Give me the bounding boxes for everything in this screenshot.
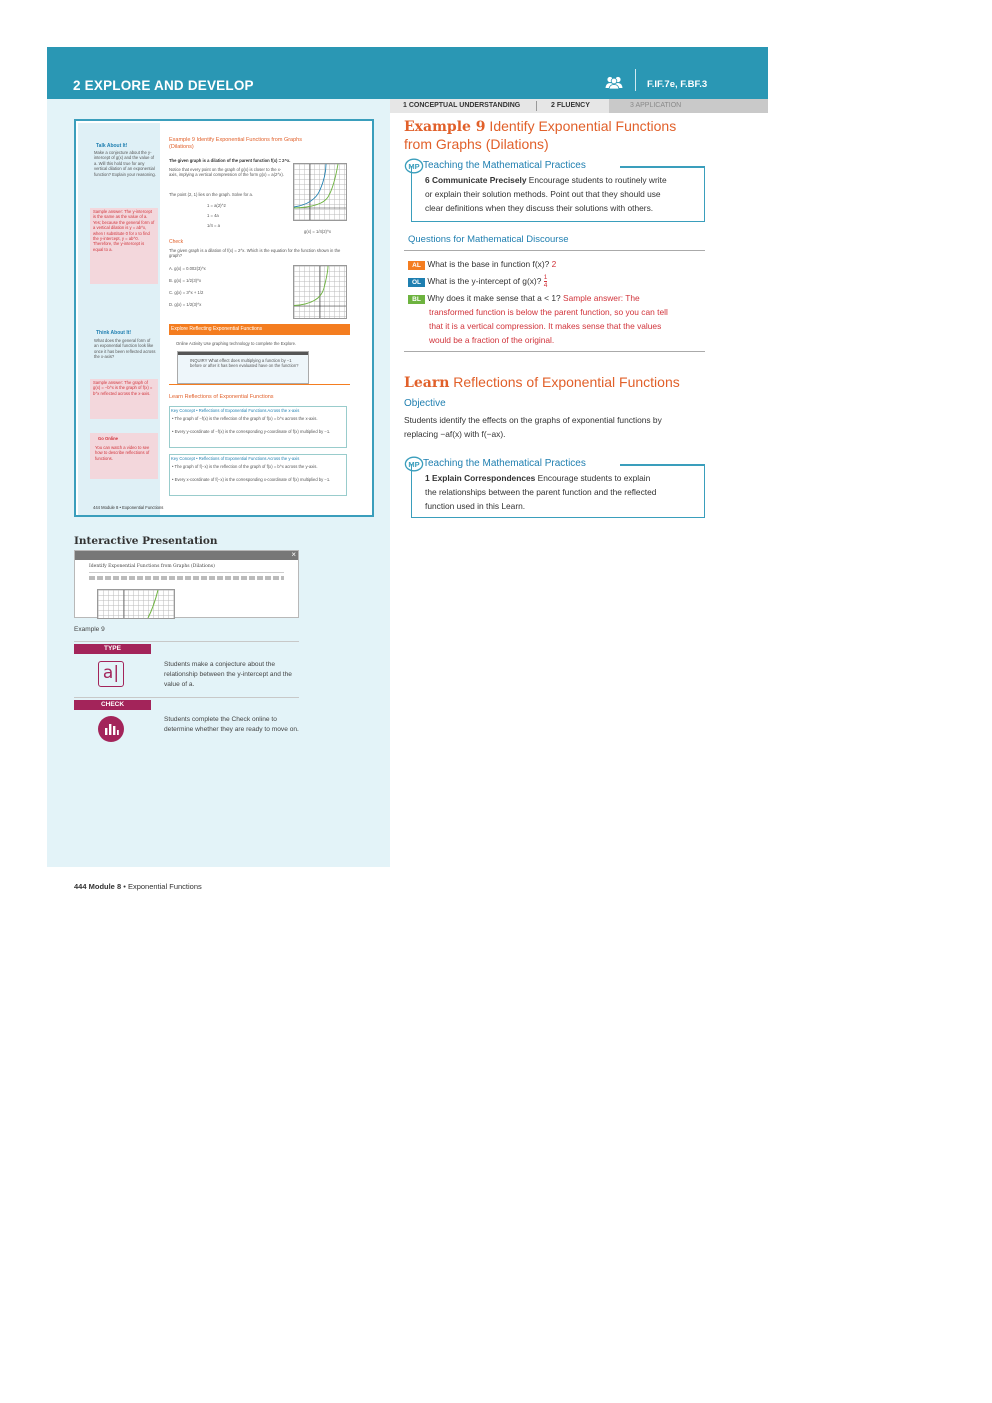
question-bl xyxy=(408,291,708,305)
check-description: Students complete the Check online to determine whether they are ready to move on. xyxy=(164,716,299,733)
mp-title-2: Teaching the Mathematical Practices xyxy=(423,458,586,469)
mp-text-2b: the relationships between the parent function and the reflected xyxy=(425,487,657,497)
thumb-explore-bar: Explore Reflecting Exponential Functions xyxy=(169,324,350,335)
level-strip xyxy=(390,99,768,113)
example-caption: Example 9 xyxy=(74,626,105,633)
ol-badge: OL xyxy=(408,278,425,287)
questions-heading: Questions for Mathematical Discourse xyxy=(408,234,569,245)
section-header xyxy=(47,47,768,99)
go-online-box xyxy=(90,433,158,479)
mp-text-2 xyxy=(425,471,703,513)
thumb-eq3: 1/4 = a xyxy=(207,223,220,228)
footer-topic: Exponential Functions xyxy=(127,882,202,891)
thumb-online-activity: Online Activity Use graphing technology to complete the Explore. xyxy=(176,341,297,346)
level-conceptual: 1 CONCEPTUAL UNDERSTANDING xyxy=(403,102,521,109)
learn-rest: Reflections of Exponential Functions xyxy=(449,374,680,390)
thumb-graph-2 xyxy=(293,265,347,319)
al-answer: 2 xyxy=(551,259,557,269)
level-application: 3 APPLICATION xyxy=(630,102,682,109)
thumb-eq1: 1 = a(2)^2 xyxy=(207,203,226,208)
objective-heading: Objective xyxy=(404,398,446,409)
thumb-divider xyxy=(169,384,350,385)
thumb-example-title: Example 9 Identify Exponential Functions from Graphs (Dilations) xyxy=(169,137,302,150)
bl-answer-rest xyxy=(429,305,709,347)
thumb-kc1-box xyxy=(169,406,347,448)
thumb-kc1-a: • The graph of −f(x) is the reflection of the graph of f(x) = b^x across the x-axis. xyxy=(172,416,318,421)
thumb-graph-1 xyxy=(293,163,347,221)
footer-bullet: • xyxy=(123,882,126,891)
thumb-check-head: Check xyxy=(169,239,184,245)
screen-titlebar xyxy=(75,551,298,560)
svg-text:MP: MP xyxy=(408,460,420,469)
thumb-opt-d: D. g(x) = 1/2(3)^x xyxy=(169,302,202,307)
thumb-kc1: Key Concept • Reflections of Exponential Functions Across the x-axis xyxy=(171,408,300,413)
header-divider xyxy=(635,69,636,91)
think-about-it-head: Think About It! xyxy=(96,330,132,336)
thumb-footer: 444 Module 8 • Exponential Functions xyxy=(93,505,164,510)
thumb-kc2-a: • The graph of f(−x) is the reflection of the graph of f(x) = b^x across the y-axis. xyxy=(172,464,318,469)
ol-answer-num: 1 xyxy=(543,274,548,282)
ol-answer xyxy=(544,274,548,289)
thumb-check-text: The given graph is a dilation of f(x) = 2^x. Which is the equation for the function shown in the graph? xyxy=(169,248,341,259)
talk-prompt: Make a conjecture about the y-intercept of g(x) and the value of a. Will this hold true for any vertical dilation of an exponential function? Explain your reasoning. xyxy=(94,150,156,177)
screen-line xyxy=(89,572,284,573)
question-ol xyxy=(408,274,708,289)
think-prompt: What does the general form of an exponential function look like once it has been reflected across the x-axis? xyxy=(94,338,156,360)
go-online-text: You can watch a video to see how to describe reflections of functions. xyxy=(95,445,150,461)
mp-title-1: Teaching the Mathematical Practices xyxy=(423,160,586,171)
divider xyxy=(74,641,299,642)
group-icon xyxy=(605,76,623,94)
example-9-heading xyxy=(404,118,704,153)
mp-bold-2: 1 Explain Correspondences xyxy=(425,473,536,483)
thumb-opt-b: B. g(x) = 1/2(3)^x xyxy=(169,278,202,283)
learn-bold: Learn xyxy=(404,375,450,391)
mp-text-1a: Encourage students to routinely write xyxy=(526,175,667,185)
level-divider xyxy=(536,101,537,111)
type-description: Students make a conjecture about the relationship between the y-intercept and the value of a. xyxy=(164,661,292,688)
questions-rule xyxy=(404,250,705,251)
thumb-point: The point (2, 1) lies on the graph. Solve for a. xyxy=(169,192,254,197)
mp-text-1 xyxy=(425,173,703,215)
screen-graph xyxy=(97,589,175,619)
footer-module: Module 8 xyxy=(88,882,122,891)
close-icon[interactable]: × xyxy=(291,550,296,559)
example-9-rest-2: from Graphs (Dilations) xyxy=(404,136,549,152)
screen-title: Identify Exponential Functions from Graphs (Dilations) xyxy=(89,564,215,569)
standards-label: F.IF.7e, F.BF.3 xyxy=(647,79,708,90)
thumb-learn-title: Learn Reflections of Exponential Functions xyxy=(169,394,274,400)
mp-text-1c: clear definitions when they discuss their solutions with others. xyxy=(425,203,654,213)
bl-answer-3: that it is a vertical compression. It makes sense that the values xyxy=(429,321,662,331)
bl-question: Why does it make sense that a < 1? xyxy=(427,293,561,303)
bl-answer-2: transformed function is below the parent function, so you can tell xyxy=(429,307,668,317)
thumb-inquiry-topbar xyxy=(178,352,308,355)
svg-text:MP: MP xyxy=(408,162,420,171)
questions-bottom-rule xyxy=(404,351,705,352)
question-al xyxy=(408,257,708,271)
check-chart-icon xyxy=(98,716,124,742)
objective-text xyxy=(404,413,704,441)
screen-text-placeholder xyxy=(89,576,284,580)
thumb-notice: Notice that every point on the graph of g(x) is closer to the x-axis, implying a vertical compression of the form g(x) = a(2^x). xyxy=(169,167,284,178)
bl-badge: BL xyxy=(408,295,425,304)
learn-heading xyxy=(404,374,704,392)
mp-text-1b: or explain their solution methods. Point out that they should use xyxy=(425,189,661,199)
type-tag: TYPE xyxy=(74,644,151,654)
thumb-opt-c: C. g(x) = 3^x + 1/2 xyxy=(169,290,204,295)
thumb-inquiry-box xyxy=(177,351,309,384)
student-page-thumbnail[interactable] xyxy=(74,119,374,517)
talk-about-it-head: Talk About It! xyxy=(96,143,128,149)
thumb-given: The given graph is a dilation of the parent function f(x) = 2^x. xyxy=(169,158,291,163)
al-question: What is the base in function f(x)? xyxy=(427,259,550,269)
objective-line-2: replacing −af(x) with f(−ax). xyxy=(404,429,506,439)
thumb-opt-a: A. g(x) = 0.002(3)^x xyxy=(169,266,206,271)
bl-answer-1: Sample answer: The xyxy=(560,293,640,303)
interactive-screen-preview[interactable] xyxy=(74,550,299,618)
thumb-kc2-box xyxy=(169,454,347,496)
check-tag: CHECK xyxy=(74,700,151,710)
thumb-kc1-b: • Every y-coordinate of −f(x) is the corresponding y-coordinate of f(x) multiplied by −1. xyxy=(172,429,331,434)
mp-box-1 xyxy=(411,166,705,222)
divider xyxy=(74,697,299,698)
type-icon: a| xyxy=(98,661,124,687)
think-answer: Sample answer: The graph of g(x) = −b^x is the graph of f(x) = b^x reflected across the x-axis. xyxy=(90,379,158,419)
thumbnail-sidebar xyxy=(78,123,160,515)
mp-box-2 xyxy=(411,464,705,518)
thumb-kc2-b: • Every x-coordinate of f(−x) is the corresponding x-coordinate of f(x) multiplied by −1. xyxy=(172,477,331,482)
ol-question: What is the y-intercept of g(x)? xyxy=(427,276,542,286)
thumb-inquiry: INQUIRY What effect does multiplying a function by −1 before or after it has been evaluated have on the function? xyxy=(190,358,299,369)
thumb-graph-label: g(x) = 1/4(2)^x xyxy=(304,229,331,234)
mp-text-2c: function used in this Learn. xyxy=(425,501,526,511)
bl-answer-4: would be a fraction of the original. xyxy=(429,335,555,345)
example-9-bold: Example 9 xyxy=(404,119,486,135)
example-9-rest: Identify Exponential Functions xyxy=(485,118,677,134)
level-fluency: 2 FLUENCY xyxy=(551,102,590,109)
interactive-presentation-title: Interactive Presentation xyxy=(74,535,218,547)
ol-answer-den: 4 xyxy=(543,282,548,290)
objective-line-1: Students identify the effects on the graphs of exponential functions by xyxy=(404,415,662,425)
mp-bold-1: 6 Communicate Precisely xyxy=(425,175,527,185)
mp-text-2a: Encourage students to explain xyxy=(535,473,651,483)
talk-answer: Sample answer: The y-intercept is the same as the value of a. Yes; because the general form of a vertical dilation is y = ab^x, when I substitute 0 for x to find the y-intercept, y = ab^0. Therefore, the y-intercept is equal to a. xyxy=(90,208,158,284)
section-title: 2 EXPLORE AND DEVELOP xyxy=(73,78,254,93)
go-online-head: Go Online xyxy=(98,436,119,441)
page-number: 444 xyxy=(74,882,87,891)
thumb-kc2: Key Concept • Reflections of Exponential Functions Across the y-axis xyxy=(171,456,300,461)
page-footer xyxy=(74,882,202,891)
al-badge: AL xyxy=(408,261,425,270)
thumb-eq2: 1 = 4a xyxy=(207,213,219,218)
